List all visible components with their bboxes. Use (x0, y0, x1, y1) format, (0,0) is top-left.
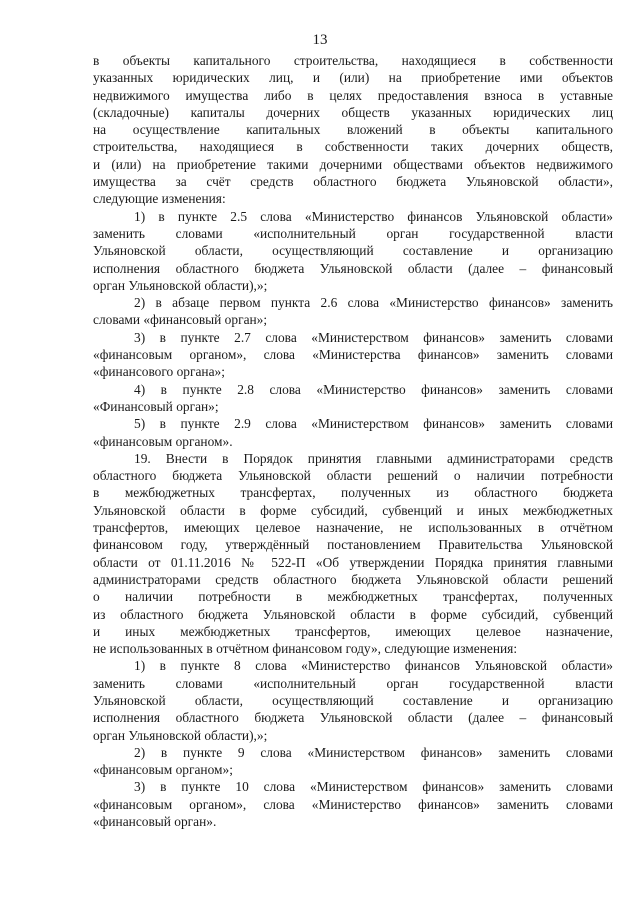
text-line: администраторами средств областного бюджета Ульяновской области решений (93, 571, 613, 587)
text-line: о наличии потребности в межбюджетных трансфертах, полученных (93, 589, 613, 605)
text-line: строительства, находящиеся в собственности таких дочерних обществ, (93, 139, 613, 155)
text-line: 3) в пункте 10 слова «Министерством финансов» заменить словами (134, 779, 613, 795)
text-line: в межбюджетных трансфертах, полученных из областного бюджета (93, 485, 613, 501)
text-line: недвижимого имущества либо в целях предоставления взноса в уставные (93, 87, 613, 103)
text-line: имущества за счёт средств областного бюджета Ульяновской области», (93, 174, 613, 190)
text-line: области от 01.11.2016 № 522-П «Об утверждении Порядка принятия главными (93, 554, 613, 570)
text-line: исполнения областного бюджета Ульяновской области (далее – финансовый (93, 260, 613, 276)
text-line: 2) в абзаце первом пункта 2.6 слова «Министерство финансов» заменить (134, 295, 613, 311)
text-line: Ульяновской области, осуществляющий составление и организацию (93, 692, 613, 708)
text-line: трансфертов, имеющих целевое назначение, не использованных в отчётном (93, 520, 613, 536)
text-line: словами «финансовый орган»; (93, 312, 268, 328)
text-line: 1) в пункте 8 слова «Министерство финансов Ульяновской области» (134, 658, 613, 674)
text-line: «финансовым органом», слова «Министерство финансов» заменить словами (93, 796, 613, 812)
text-line: заменить словами «исполнительный орган государственной власти (93, 225, 613, 241)
text-line: «финансовый орган». (93, 814, 217, 830)
text-line: в объекты капитального строительства, находящиеся в собственности (93, 53, 613, 68)
text-line: 19. Внести в Порядок принятия главными администраторами средств (134, 450, 613, 466)
text-line: не использованных в отчётном финансовом году», следующие изменения: (93, 641, 518, 657)
text-line: финансовом году, утверждённый постановлением Правительства Ульяновской (93, 537, 613, 553)
text-line: 4) в пункте 2.8 слова «Министерство финансов» заменить словами (134, 381, 613, 397)
text-line: указанных юридических лиц, и (или) на приобретение ими объектов (93, 70, 613, 86)
text-line: заменить словами «исполнительный орган государственной власти (93, 675, 613, 691)
text-line: и иных межбюджетных трансфертов, имеющих целевое назначение, (93, 623, 613, 639)
text-line: Ульяновской области, осуществляющий составление и организацию (93, 243, 613, 259)
text-line: из областного бюджета Ульяновской области в форме субсидий, субвенций (93, 606, 613, 622)
text-line: «финансового органа»; (93, 364, 225, 380)
text-line: «финансовым органом», слова «Министерства финансов» заменить словами (93, 347, 613, 363)
text-line: исполнения областного бюджета Ульяновской области (далее – финансовый (93, 710, 613, 726)
document-body (93, 52, 613, 830)
text-line: «Финансовый орган»; (93, 398, 219, 414)
text-line: 2) в пункте 9 слова «Министерством финансов» заменить словами (134, 744, 613, 760)
page-number: 13 (312, 32, 328, 48)
text-line: следующие изменения: (93, 191, 226, 207)
text-line: «финансовым органом». (93, 433, 233, 449)
text-line: областного бюджета Ульяновской области решений о наличии потребности (93, 468, 613, 484)
text-line: и (или) на приобретение такими дочерними обществами объектов недвижимого (93, 156, 613, 172)
text-line: 1) в пункте 2.5 слова «Министерство финансов Ульяновской области» (134, 208, 613, 224)
text-line: 3) в пункте 2.7 слова «Министерством финансов» заменить словами (134, 329, 613, 345)
text-line: на осуществление капитальных вложений в объекты капитального (93, 122, 613, 138)
text-line: орган Ульяновской области),»; (93, 727, 268, 743)
text-line: Ульяновской области в форме субсидий, субвенций и иных межбюджетных (93, 502, 613, 518)
text-line: 5) в пункте 2.9 слова «Министерством финансов» заменить словами (134, 416, 613, 432)
text-line: орган Ульяновской области),»; (93, 277, 268, 293)
text-line: «финансовым органом»; (93, 762, 233, 778)
text-line: (складочные) капиталы дочерних обществ указанных юридических лиц (93, 104, 613, 120)
